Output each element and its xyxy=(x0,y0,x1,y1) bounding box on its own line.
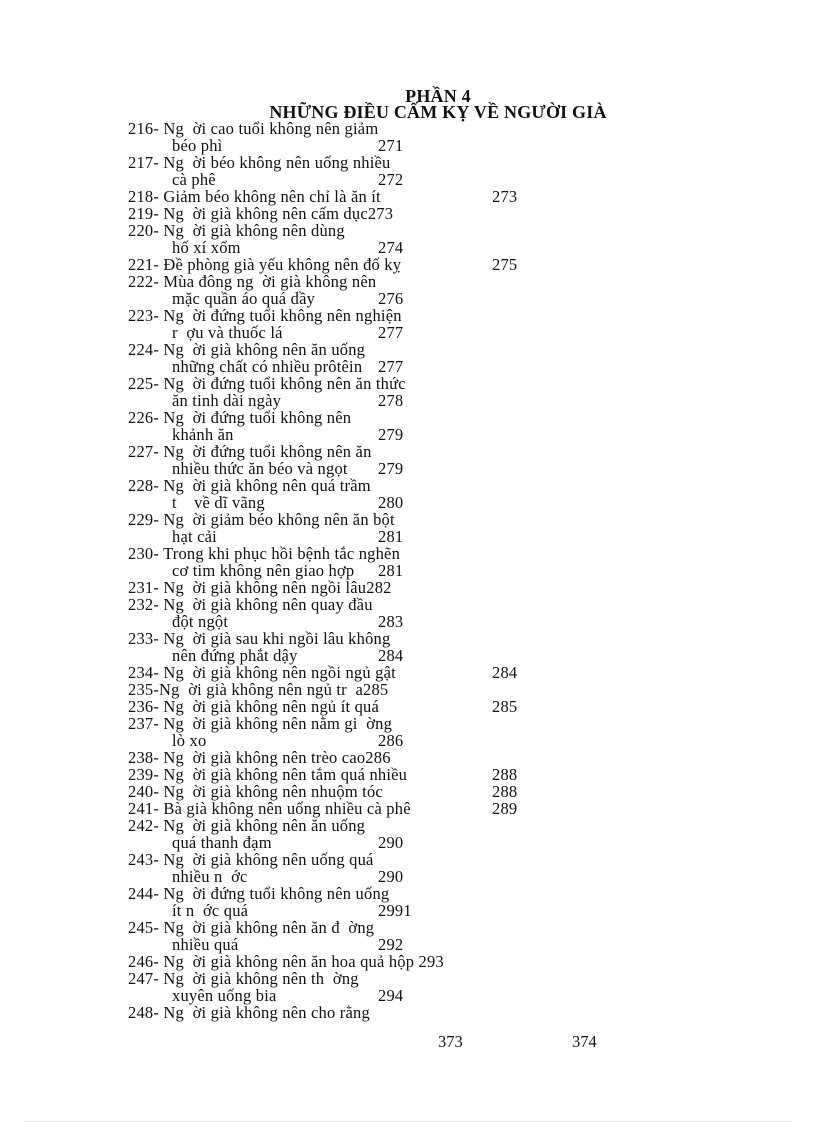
toc-line xyxy=(128,562,608,579)
toc-line xyxy=(128,477,608,494)
toc-line-text: đột ngột xyxy=(172,612,229,631)
toc-line xyxy=(128,851,608,868)
toc-page-number: 279 xyxy=(378,459,404,478)
toc-line-text: 246- Ng ời già không nên ăn hoa quả hộp 293 xyxy=(128,952,444,971)
toc-line xyxy=(128,596,608,613)
toc-page-number: 276 xyxy=(378,289,404,308)
toc-page-number: 274 xyxy=(378,238,404,257)
toc-line-text: 233- Ng ời già sau khi ngồi lâu không xyxy=(128,629,391,648)
page-bottom-divider xyxy=(24,1121,792,1122)
toc-line xyxy=(128,970,608,987)
page-number-left: 373 xyxy=(438,1032,463,1051)
toc-line-text: 236- Ng ời già không nên ngủ ít quá xyxy=(128,697,380,716)
toc-line xyxy=(128,205,608,222)
toc-line xyxy=(128,579,608,596)
toc-line-text: 247- Ng ời già không nên th ờng xyxy=(128,969,359,988)
toc-line-text: 218- Giảm béo không nên chỉ là ăn ít xyxy=(128,187,381,206)
toc-line xyxy=(128,732,608,749)
toc-line xyxy=(128,630,608,647)
toc-line xyxy=(128,341,608,358)
toc-line xyxy=(128,834,608,851)
toc-line-text: 216- Ng ời cao tuổi không nên giảm xyxy=(128,119,379,138)
toc-line-text: t về dĩ vãng xyxy=(172,493,265,512)
toc-line xyxy=(128,426,608,443)
toc-page-number: 290 xyxy=(378,867,404,886)
part-heading: PHẦN 4 xyxy=(405,86,471,106)
section-title: NHỮNG ĐIỀU CẤM KỴ VỀ NGƯỜI GIÀ xyxy=(269,102,607,122)
toc-line-text: cơ tim không nên giao hợp xyxy=(172,561,355,580)
toc-line xyxy=(128,613,608,630)
toc-line xyxy=(128,919,608,936)
toc-line xyxy=(128,698,608,715)
toc-line-text: 227- Ng ời đứng tuổi không nên ăn xyxy=(128,442,372,461)
toc-line-text: 223- Ng ời đứng tuổi không nên nghiện xyxy=(128,306,402,325)
toc-page-number: 272 xyxy=(378,170,404,189)
toc-line-text: 228- Ng ời già không nên quá trầm xyxy=(128,476,371,495)
toc-line xyxy=(128,239,608,256)
table-of-contents xyxy=(128,120,608,1021)
toc-line xyxy=(128,783,608,800)
toc-line xyxy=(128,681,608,698)
toc-page-number: 277 xyxy=(378,357,404,376)
toc-line-text: 244- Ng ời đứng tuổi không nên uống xyxy=(128,884,390,903)
toc-page-number: 289 xyxy=(492,799,518,818)
toc-line xyxy=(128,222,608,239)
toc-line xyxy=(128,664,608,681)
toc-line xyxy=(128,290,608,307)
toc-line xyxy=(128,987,608,1004)
toc-line xyxy=(128,647,608,664)
toc-line-text: khảnh ăn xyxy=(172,425,234,444)
toc-line-text: hạt cải xyxy=(172,527,217,546)
toc-page-number: 285 xyxy=(492,697,518,716)
toc-page-number: 294 xyxy=(378,986,404,1005)
toc-page-number: 280 xyxy=(378,493,404,512)
toc-page-number: 288 xyxy=(492,765,518,784)
toc-line xyxy=(128,137,608,154)
toc-line-text: béo phì xyxy=(172,136,223,155)
toc-line-text: r ợu và thuốc lá xyxy=(172,323,283,342)
toc-line xyxy=(128,443,608,460)
toc-line xyxy=(128,273,608,290)
toc-page-number: 277 xyxy=(378,323,404,342)
toc-line-text: 235-Ng ời già không nên ngủ tr a285 xyxy=(128,680,389,699)
toc-line-text: 217- Ng ời béo không nên uống nhiều xyxy=(128,153,391,172)
toc-line-text: 239- Ng ời già không nên tắm quá nhiều xyxy=(128,765,408,784)
toc-line-text: nhiều n ớc xyxy=(172,867,248,886)
toc-line-text: quá thanh đạm xyxy=(172,833,272,852)
toc-line-text: 237- Ng ời già không nên nằm gi ờng xyxy=(128,714,393,733)
toc-line-text: 243- Ng ời già không nên uống quá xyxy=(128,850,374,869)
toc-line xyxy=(128,885,608,902)
toc-line xyxy=(128,766,608,783)
toc-line xyxy=(128,1004,608,1021)
toc-line-text: 221- Đề phòng già yếu không nên đố kỵ xyxy=(128,255,402,274)
toc-line-text: ít n ớc quá xyxy=(172,901,249,920)
toc-line-text: nhiều quá xyxy=(172,935,239,954)
toc-page-number: 281 xyxy=(378,527,404,546)
toc-line xyxy=(128,868,608,885)
toc-line-text: 241- Bà già không nên uống nhiều cà phê xyxy=(128,799,411,818)
toc-line-text: 238- Ng ời già không nên trèo cao286 xyxy=(128,748,391,767)
toc-line xyxy=(128,409,608,426)
toc-line-text: nhiều thức ăn béo và ngọt xyxy=(172,459,348,478)
toc-line-text: mặc quần áo quá dầy xyxy=(172,289,316,308)
toc-line-text: 234- Ng ời già không nên ngồi ngủ gật xyxy=(128,663,396,682)
toc-page-number: 288 xyxy=(492,782,518,801)
toc-line xyxy=(128,902,608,919)
toc-line xyxy=(128,800,608,817)
toc-page-number: 281 xyxy=(378,561,404,580)
toc-page-number: 278 xyxy=(378,391,404,410)
toc-page-number: 283 xyxy=(378,612,404,631)
toc-line-text: 230- Trong khi phục hồi bệnh tắc nghẽn xyxy=(128,544,401,563)
toc-page-number: 284 xyxy=(378,646,404,665)
toc-line-text: 225- Ng ời đứng tuổi không nên ăn thức xyxy=(128,374,406,393)
toc-line xyxy=(128,256,608,273)
toc-line-text: 232- Ng ời già không nên quay đầu xyxy=(128,595,373,614)
toc-line xyxy=(128,494,608,511)
toc-page-number: 275 xyxy=(492,255,518,274)
toc-line-text: 224- Ng ời già không nên ăn uống xyxy=(128,340,366,359)
toc-page-number: 273 xyxy=(492,187,518,206)
toc-line xyxy=(128,120,608,137)
toc-line xyxy=(128,358,608,375)
toc-line-text: 240- Ng ời già không nên nhuộm tóc xyxy=(128,782,383,801)
toc-page-number: 292 xyxy=(378,935,404,954)
toc-line xyxy=(128,511,608,528)
toc-line-text: 219- Ng ời già không nên cấm dục273 xyxy=(128,204,394,223)
toc-line xyxy=(128,545,608,562)
toc-line-text: xuyên uống bia xyxy=(172,986,277,1005)
toc-line-text: 229- Ng ời giảm béo không nên ăn bột xyxy=(128,510,395,529)
toc-line xyxy=(128,936,608,953)
toc-line-text: 220- Ng ời già không nên dùng xyxy=(128,221,345,240)
toc-line xyxy=(128,953,608,970)
toc-line xyxy=(128,715,608,732)
toc-line-text: hố xí xổm xyxy=(172,238,241,257)
toc-line-text: 248- Ng ời già không nên cho rằng xyxy=(128,1003,370,1022)
toc-line xyxy=(128,171,608,188)
toc-page-number: 290 xyxy=(378,833,404,852)
toc-line xyxy=(128,324,608,341)
toc-page-number: 286 xyxy=(378,731,404,750)
toc-line-text: những chất có nhiều prôtêin xyxy=(172,357,363,376)
toc-page-number: 279 xyxy=(378,425,404,444)
toc-line xyxy=(128,188,608,205)
toc-line xyxy=(128,528,608,545)
toc-line xyxy=(128,375,608,392)
page-number-right: 374 xyxy=(572,1032,597,1051)
toc-page-number: 284 xyxy=(492,663,518,682)
toc-line xyxy=(128,307,608,324)
toc-page-number: 2991 xyxy=(378,901,412,920)
toc-line-text: cà phê xyxy=(172,170,216,189)
toc-line xyxy=(128,154,608,171)
toc-line xyxy=(128,392,608,409)
toc-line-text: ăn tinh dài ngày xyxy=(172,391,282,410)
toc-line-text: 242- Ng ời già không nên ăn uống xyxy=(128,816,366,835)
toc-line xyxy=(128,817,608,834)
toc-line-text: 231- Ng ời già không nên ngồi lâu282 xyxy=(128,578,392,597)
toc-line-text: 245- Ng ời già không nên ăn đ ờng xyxy=(128,918,375,937)
toc-line xyxy=(128,460,608,477)
toc-line-text: 226- Ng ời đứng tuổi không nên xyxy=(128,408,352,427)
toc-line xyxy=(128,749,608,766)
toc-line-text: 222- Mùa đông ng ời già không nên xyxy=(128,272,377,291)
toc-page-number: 271 xyxy=(378,136,404,155)
toc-line-text: lò xo xyxy=(172,731,207,750)
toc-line-text: nên đứng phắt dậy xyxy=(172,646,298,665)
